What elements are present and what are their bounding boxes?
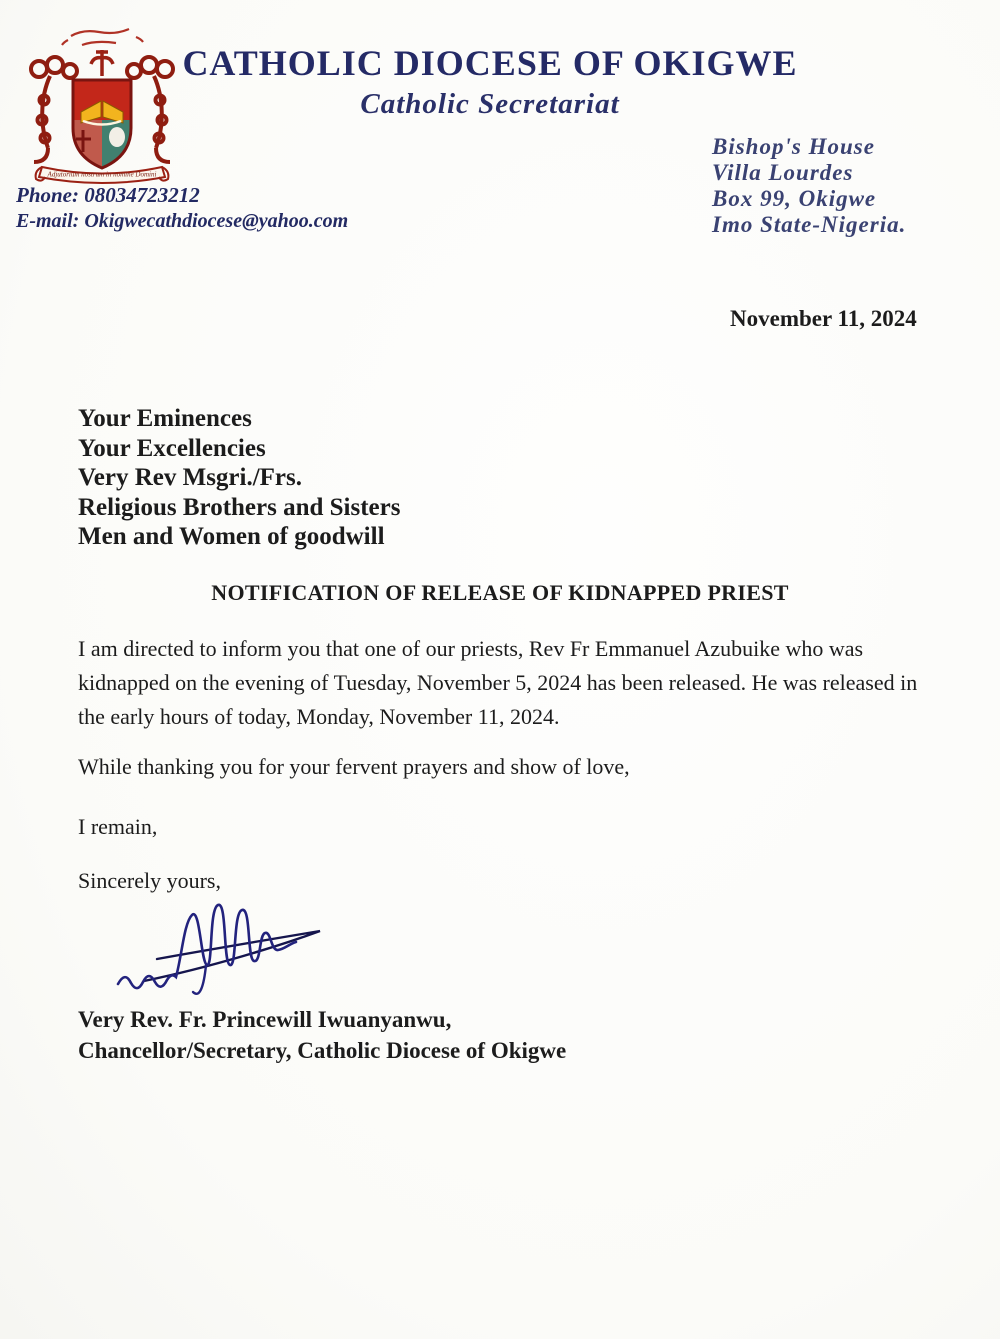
address-line: Box 99, Okigwe <box>712 186 877 211</box>
letter-date: November 11, 2024 <box>730 306 917 331</box>
department-subtitle: Catholic Secretariat <box>360 88 620 120</box>
diocese-crest <box>26 24 178 188</box>
phone-label: Phone: <box>16 183 79 207</box>
handwritten-signature <box>112 893 344 1005</box>
signer-name: Very Rev. Fr. Princewill Iwuanyanwu, <box>78 1007 452 1032</box>
sender-address-block <box>712 134 906 238</box>
contact-block <box>16 182 348 234</box>
recipient-line: Men and Women of goodwill <box>78 523 385 550</box>
crest-shield <box>73 80 131 168</box>
crest-cross-finial <box>91 50 113 76</box>
crest-tassels-left <box>31 57 77 162</box>
body-paragraph: I remain, <box>78 814 158 839</box>
email-label: E-mail: <box>16 210 80 232</box>
address-line: Villa Lourdes <box>712 160 854 185</box>
address-line: Bishop's House <box>712 134 875 159</box>
signer-title: Chancellor/Secretary, Catholic Diocese of Okigwe <box>78 1038 567 1063</box>
recipient-list <box>78 404 400 552</box>
crest-motto-text: Adjutorium nostrum in nomine Domini <box>47 170 157 179</box>
recipient-line: Your Eminences <box>78 405 252 432</box>
recipient-line: Very Rev Msgri./Frs. <box>78 464 303 491</box>
organization-title: CATHOLIC DIOCESE OF OKIGWE <box>182 43 798 83</box>
address-line: Imo State-Nigeria. <box>712 212 907 237</box>
phone-line <box>16 182 348 208</box>
subject-line: NOTIFICATION OF RELEASE OF KIDNAPPED PRIEST <box>211 580 789 605</box>
body-paragraph: I am directed to inform you that one of our priests, Rev Fr Emmanuel Azubuike who was kidnapped on the evening of Tuesday, November 5, 2024 has been released. He was released in the early hours of today, Monday, November 11, 2024. <box>78 636 918 729</box>
recipient-line: Religious Brothers and Sisters <box>78 493 401 521</box>
closing-block <box>78 1004 566 1066</box>
email-address: Okigwecathdiocese@yahoo.com <box>84 210 349 232</box>
phone-number: 08034723212 <box>84 183 200 207</box>
crest-top-flourish <box>62 29 143 45</box>
body-paragraph: While thanking you for your fervent prayers and show of love, <box>78 754 630 779</box>
body-paragraph: Sincerely yours, <box>78 868 221 893</box>
recipient-line: Your Excellencies <box>78 434 266 462</box>
email-line <box>16 208 348 234</box>
